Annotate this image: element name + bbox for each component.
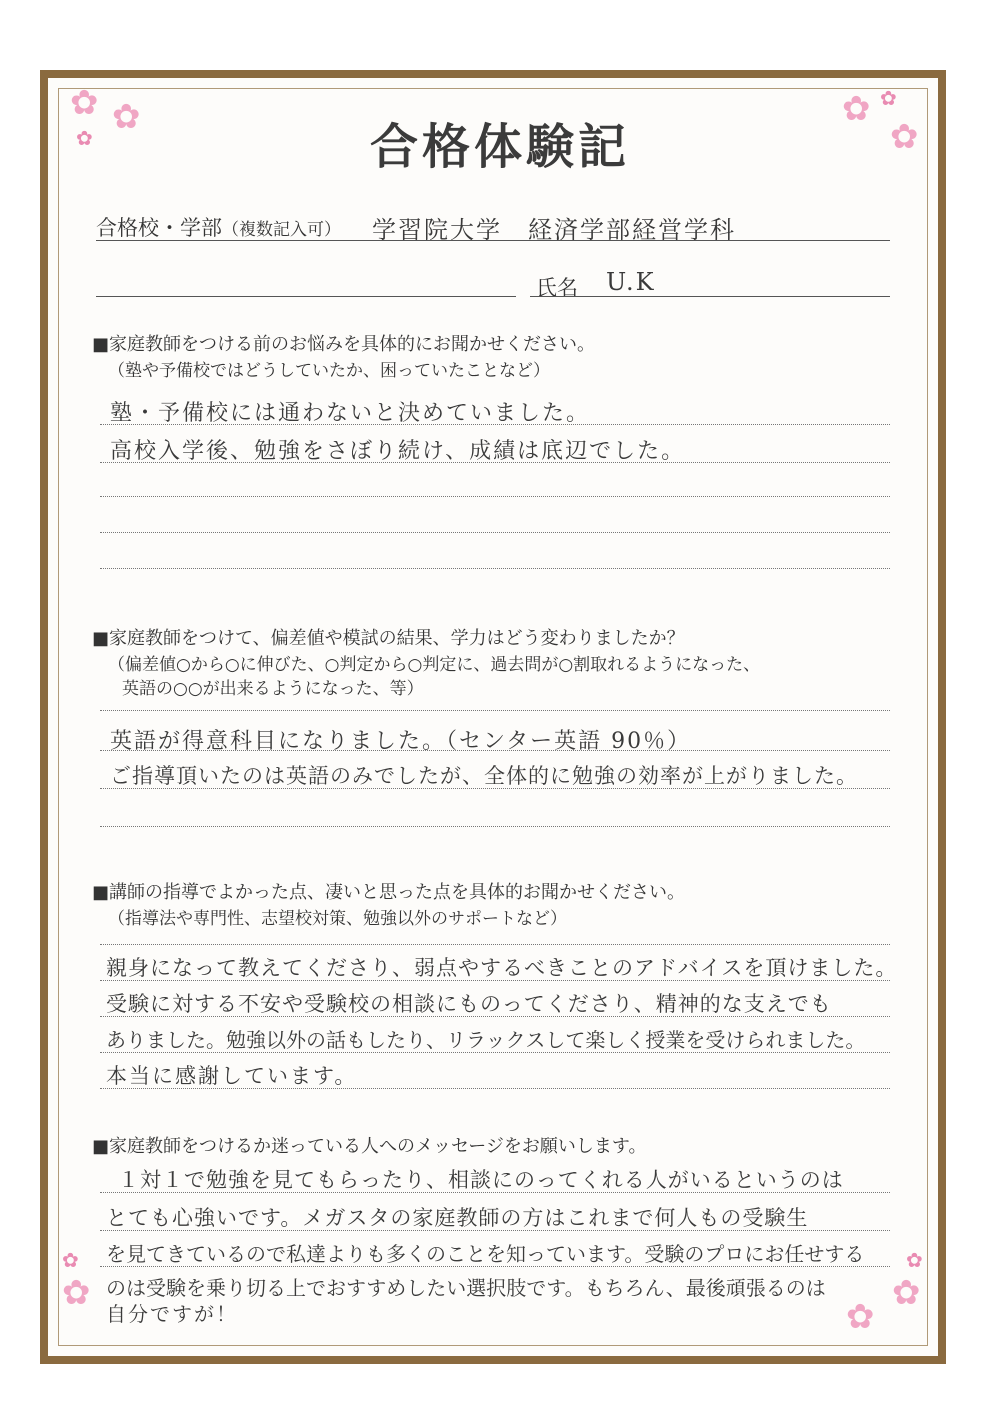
answer-line: 自分ですが！ — [106, 1302, 238, 1326]
blank-line — [96, 296, 516, 297]
blossom-icon: ✿ — [62, 1248, 79, 1272]
name-label: 氏名 — [536, 276, 578, 300]
section-question: ■家庭教師をつける前のお悩みを具体的にお聞かせください。 — [92, 334, 596, 355]
section-question: ■講師の指導でよかった点、凄いと思った点を具体的お聞かせください。 — [92, 882, 686, 903]
answer-line: 本当に感謝しています。 — [106, 1064, 358, 1088]
blossom-icon: ✿ — [70, 83, 99, 123]
ruled-line — [100, 568, 890, 569]
answer-line: を見てきているので私達よりも多くのことを知っています。受験のプロにお任せする — [106, 1242, 865, 1266]
section-hint-cont: 英語の○○が出来るようになった、等） — [122, 679, 424, 699]
blossom-icon: ✿ — [76, 126, 93, 150]
section-hint: （指導法や専門性、志望校対策、勉強以外のサポートなど） — [108, 909, 567, 929]
ruled-line — [100, 980, 890, 981]
ruled-line — [100, 1230, 890, 1231]
blossom-icon: ✿ — [890, 117, 919, 157]
ruled-line — [100, 710, 890, 711]
school-value: 学習院大学 経済学部経営学科 — [372, 216, 736, 244]
name-value: U.K — [606, 268, 656, 296]
ruled-line — [100, 496, 890, 497]
ruled-line — [100, 532, 890, 533]
section-hint: （塾や予備校ではどうしていたか、困っていたことなど） — [108, 361, 550, 381]
ruled-line — [100, 944, 890, 945]
blossom-icon: ✿ — [880, 86, 897, 110]
answer-line: 受験に対する不安や受験校の相談にものってくださり、精神的な支えでも — [106, 992, 832, 1016]
blossom-icon: ✿ — [906, 1248, 923, 1272]
section-hint: （偏差値○から○に伸びた、○判定から○判定に、過去問が○割取れるようになった、 — [108, 655, 761, 675]
school-underline — [96, 240, 890, 241]
page-title: 合格体験記 — [369, 119, 630, 175]
answer-line: とても心強いです。メガスタの家庭教師の方はこれまで何人もの受験生 — [106, 1206, 809, 1230]
answer-line: のは受験を乗り切る上でおすすめしたい選択肢です。もちろん、最後頑張るのは — [106, 1276, 826, 1300]
answer-line: 高校入学後、勉強をさぼり続け、成績は底辺でした。 — [110, 439, 686, 464]
answer-line: １対１で勉強を見てもらったり、相談にのってくれる人がいるというのは — [118, 1168, 844, 1192]
blossom-icon: ✿ — [846, 1297, 875, 1337]
ruled-line — [100, 788, 890, 789]
ruled-line — [100, 1266, 890, 1267]
ruled-line — [100, 750, 890, 751]
section-question: ■家庭教師をつけるか迷っている人へのメッセージをお願いします。 — [92, 1136, 647, 1157]
blossom-icon: ✿ — [842, 89, 871, 129]
ruled-line — [100, 1088, 890, 1089]
section-question: ■家庭教師をつけて、偏差値や模試の結果、学力はどう変わりましたか？ — [92, 628, 685, 649]
ruled-line — [100, 424, 890, 425]
name-underline — [530, 296, 890, 297]
answer-line: 英語が得意科目になりました。（センター英語 90％） — [110, 729, 692, 754]
ruled-line — [100, 826, 890, 827]
answer-line: ありました。勉強以外の話もしたり、リラックスして楽しく授業を受けられました。 — [106, 1028, 866, 1052]
ruled-line — [100, 462, 890, 463]
blossom-icon: ✿ — [112, 97, 141, 137]
ruled-line — [100, 1016, 890, 1017]
school-label-note: （複数記入可） — [222, 220, 341, 240]
ruled-line — [100, 1052, 890, 1053]
ruled-line — [100, 1192, 890, 1193]
blossom-icon: ✿ — [62, 1273, 91, 1313]
answer-line: 親身になって教えてくださり、弱点やするべきことのアドバイスを頂けました。 — [106, 956, 898, 980]
answer-line: ご指導頂いたのは英語のみでしたが、全体的に勉強の効率が上がりました。 — [110, 764, 858, 788]
blossom-icon: ✿ — [892, 1273, 921, 1313]
school-label — [96, 212, 341, 242]
school-label-text: 合格校・学部 — [96, 216, 222, 240]
answer-line: 塾・予備校には通わないと決めていました。 — [110, 401, 591, 426]
